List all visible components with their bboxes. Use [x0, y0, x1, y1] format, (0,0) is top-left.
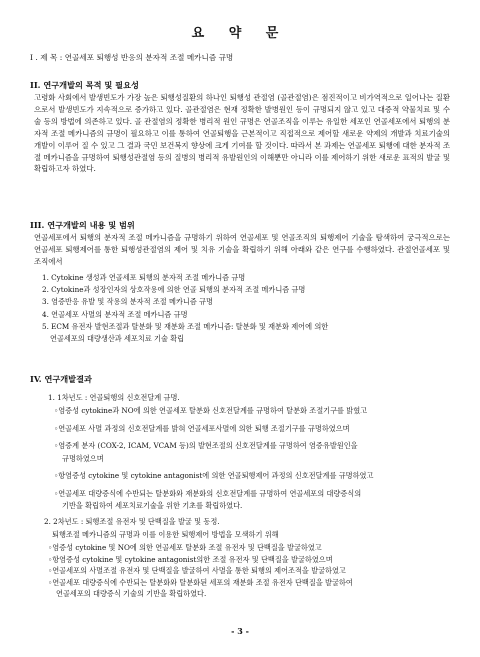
- year2-bullet-line: ◦항염증성 cytokine 및 cytokine antagonist의한 조절 유전자 및 단백질을 발굴하였으며: [48, 554, 333, 564]
- year2-bullet-line: 연골세포의 대량증식 기술의 기반을 확립하였다.: [56, 589, 207, 599]
- year2-label: 2. 2차년도 : 퇴행조절 유전자 및 단백질을 발굴 및 동정.: [44, 517, 220, 526]
- section3-item: 5. ECM 유전자 발현조절과 탈분화 및 재분화 조절 메카니즘: 탈분화 및 재분화 제어에 의한: [42, 321, 329, 331]
- document-title: 요 약 문: [191, 26, 289, 41]
- year1-bullet-line: 기반을 확립하여 세포치료기술을 위한 기초를 확립하였다.: [62, 501, 243, 510]
- year1-bullet-line: 규명하였으며: [62, 453, 104, 463]
- year1-bullet-line: ◦항염증성 cytokine 및 cytokine antagonist에 의한 연골퇴행제어 과정의 신호전달계를 규명하였고: [54, 471, 374, 480]
- section3-heading: III. 연구개발의 내용 및 범위: [30, 220, 135, 230]
- section1-label: I . 제 목 :: [30, 53, 63, 62]
- year2-bullet-line: ◦연골세포 대량증식에 수반되는 탈분화와 탈분화된 세포의 재분화 조절 유전자 단백질을 발굴하여: [48, 577, 353, 587]
- year1-bullet-line: ◦염증계 분자 (COX-2, ICAM, VCAM 등)의 발현조절의 신호전달계를 규명하여 염증유발원인을: [54, 441, 358, 450]
- section3-item: 3. 염증반응 유발 및 작용의 분자적 조절 메카니즘 규명: [42, 297, 213, 307]
- year1-bullet-line: ◦연골세포 사멸 과정의 신호전달계를 밝혀 연골세포사멸에 의한 퇴행 조절기구를 규명하였으며: [54, 423, 350, 433]
- year1-label: 1. 1차년도 : 연골퇴행의 신호전달계 규명.: [48, 393, 180, 402]
- section3-item: 2. Cytokine과 성장인자의 상호작용에 의한 연골 퇴행의 분자적 조절 메카니즘 규명: [42, 285, 306, 295]
- section1-text: 연골세포 퇴행성 반응의 분자적 조절 메카니즘 규명: [64, 53, 234, 62]
- year1-bullet-line: ◦염증성 cytokine과 NO에 의한 연골세포 탈분화 신호전달계를 규명하여 탈분화 조절기구를 밝혔고: [54, 406, 368, 415]
- year2-bullet-line: ◦연골세포의 사멸조절 유전자 및 단백질을 발굴하여 사멸을 통한 퇴행의 제어조적을 발굴하였고: [48, 566, 346, 576]
- year1-bullet-line: ◦연골세포 대량증식에 수반되는 탈분화와 재분화의 신호전달계를 규명하여 연골세포의 대량증식의: [54, 488, 362, 498]
- page-number: - 3 -: [231, 626, 249, 636]
- section1-line: [30, 52, 233, 64]
- section3-intro: 연골세포에서 퇴행의 분자적 조절 메카니즘을 규명하기 위하여 연골세포 및 연골조직의 퇴행제어 기술을 탐색하여 궁극적으로는 연골세포 퇴행제어를 통한 퇴행성관절염의 제어 및 치유 기술을 확립하기 위해 아래와 같은 연구를 수행하였다. 관절연골세포 및 조직에서: [34, 233, 450, 266]
- section2-paragraph: 고령화 사회에서 발생빈도가 가장 높은 퇴행성질환의 하나인 퇴행성 관절염 (골관절염)은 점진적이고 비가역적으로 일어나는 질환으로서 발생빈도가 지속적으로 증가하고 있다. 골관절염은 현재 정확한 발병원인 등이 규명되지 않고 있고 대증적 약물치료 및 수술 등의 방법에 의존하고 있다. 골 관절염의 정확한 병리적 원인 규명은 연골조직을 이루는 유일한 세포인 연골세포에서 퇴행의 분자적 조절 메카니즘의 규명이 필요하고 이를 통하여 연골퇴행을 근본적이고 직접적으로 제어할 새로운 약제의 개발과 치료기술의 개발이 이루어 질 수 있고 그 결과 국민 보건복지 향상에 크게 기여를 할 것이다. 따라서 본 과제는 연골세포 퇴행에 대한 분자적 조절 메카니즘을 규명하여 퇴행성관절염 등의 질병의 병리적 유발원인의 이해뿐만 아니라 이를 제어하기 위한 새로운 표적의 발굴 및 확립하고자 하였다.: [34, 93, 450, 174]
- year2-bullet-line: ◦염증성 cytokine 및 NO에 의한 연골세포 탈분화 조절 유전자 및 단백질을 발굴하였고: [48, 543, 322, 552]
- section2-heading: II. 연구개발의 목적 및 필요성: [30, 80, 139, 90]
- section4-heading: IV. 연구개발결과: [30, 374, 92, 384]
- year2-intro: 퇴행조절 메카니즘의 규명과 이를 이용한 퇴행제어 방법을 모색하기 위해: [52, 530, 279, 539]
- section3-item: 1. Cytokine 생성과 연골세포 퇴행의 분자적 조절 메카니즘 규명: [42, 273, 246, 282]
- section3-item: 4. 연골세포 사멸의 분자적 조절 메카니즘 규명: [42, 309, 188, 319]
- section3-item-continuation: 연골세포의 대량생산과 세포치료 기술 확립: [50, 334, 185, 343]
